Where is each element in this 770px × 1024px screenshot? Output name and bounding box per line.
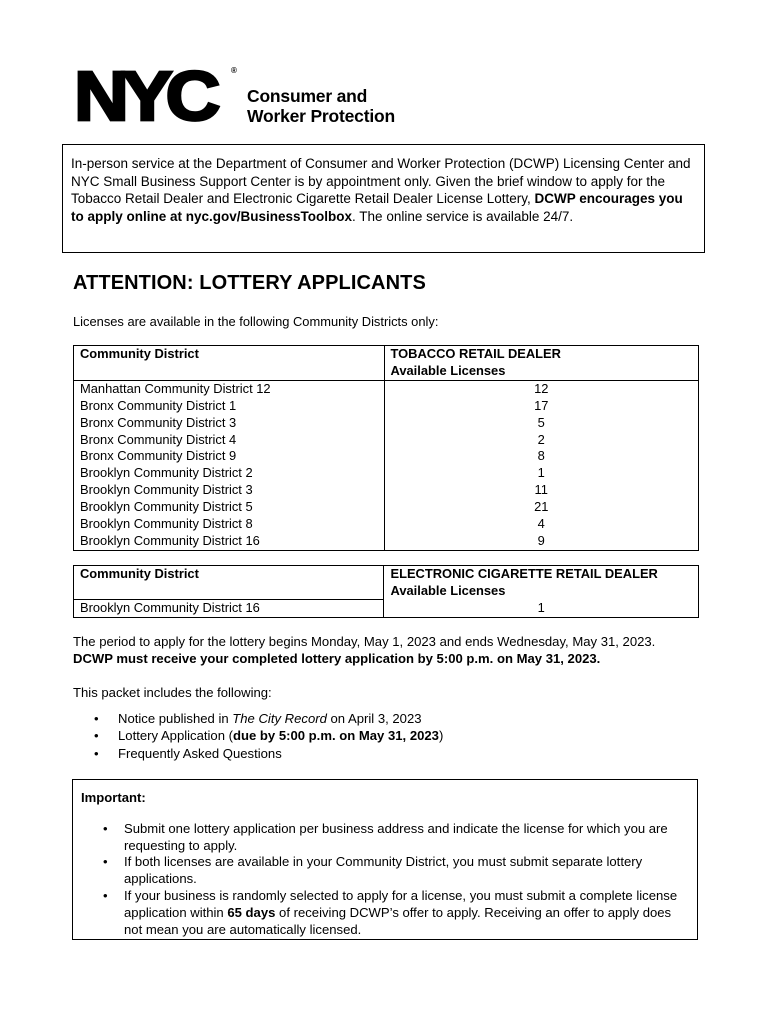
license-count: 2 bbox=[537, 431, 545, 447]
column-header-ecig: ELECTRONIC CIGARETTE RETAIL DEALER Available Licenses bbox=[384, 566, 699, 600]
license-count: 1 bbox=[537, 599, 545, 615]
district-list-cell bbox=[74, 380, 385, 550]
license-count: 1 bbox=[537, 465, 545, 481]
packet-contents-list bbox=[94, 710, 443, 762]
district-name: Brooklyn Community District 2 bbox=[80, 465, 253, 481]
table-header-row bbox=[74, 346, 699, 381]
district-name: Brooklyn Community District 16 bbox=[80, 600, 260, 616]
tobacco-licenses-table bbox=[73, 345, 699, 551]
license-count: 4 bbox=[537, 516, 545, 532]
list-item: • Notice published in The City Record on April 3, 2023 bbox=[94, 710, 443, 727]
district-list-cell bbox=[74, 600, 384, 618]
lottery-period bbox=[73, 633, 655, 667]
important-list bbox=[81, 821, 689, 939]
district-name: Bronx Community District 1 bbox=[80, 397, 237, 413]
period-dates: The period to apply for the lottery begins Monday, May 1, 2023 and ends Wednesday, May 31, 2023. bbox=[73, 634, 656, 649]
district-name: Bronx Community District 3 bbox=[80, 414, 237, 430]
license-count: 5 bbox=[537, 414, 545, 430]
page-title: ATTENTION: LOTTERY APPLICANTS bbox=[73, 272, 426, 294]
list-item: • Submit one lottery application per business address and indicate the license for which you are requesting to apply. bbox=[103, 821, 689, 855]
table-body-row bbox=[74, 600, 699, 618]
district-name: Brooklyn Community District 8 bbox=[80, 516, 253, 532]
table-header-row bbox=[74, 566, 699, 600]
district-name: Brooklyn Community District 16 bbox=[80, 532, 260, 548]
district-name: Brooklyn Community District 3 bbox=[80, 482, 253, 498]
district-name: Bronx Community District 9 bbox=[80, 448, 237, 464]
notice-online-emphasis: DCWP encourages you to apply online at nyc.gov/BusinessToolbox bbox=[71, 191, 683, 225]
registered-mark-icon: ® bbox=[231, 66, 237, 75]
agency-name: Consumer and Worker Protection bbox=[247, 86, 395, 126]
districts-intro: Licenses are available in the following Community Districts only: bbox=[73, 314, 439, 329]
district-name: Bronx Community District 4 bbox=[80, 431, 237, 447]
list-item: • If your business is randomly selected to apply for a license, you must submit a complete license application within 65 days of receiving DCWP’s offer to apply. Receiving an offer to apply does not mean you are automatically licensed. bbox=[103, 888, 689, 938]
important-title: Important: bbox=[81, 790, 146, 805]
notice-text: In-person service at the Department of Consumer and Worker Protection (DCWP) Licensing Center and NYC Small Business Support Center is by appointment only. Given the brief window to apply for the Tobacco Retail Dealer and Electronic Cigarette Retail Dealer License Lottery, bbox=[71, 156, 691, 207]
license-count: 21 bbox=[534, 499, 549, 515]
packet-intro: This packet includes the following: bbox=[73, 685, 272, 700]
license-count: 11 bbox=[534, 482, 548, 498]
license-count: 8 bbox=[537, 448, 545, 464]
district-name: Manhattan Community District 12 bbox=[80, 380, 271, 396]
list-item: • If both licenses are available in your Community District, you must submit separate lottery applications. bbox=[103, 854, 689, 888]
count-list-cell bbox=[384, 380, 699, 550]
notice-tail: . The online service is available 24/7. bbox=[352, 209, 574, 225]
period-deadline: DCWP must receive your completed lottery application by 5:00 p.m. on May 31, 2023. bbox=[73, 651, 601, 666]
license-count: 9 bbox=[537, 532, 545, 548]
appointment-notice-box bbox=[62, 144, 705, 253]
column-header-district: Community District bbox=[74, 566, 384, 600]
important-box bbox=[72, 779, 698, 940]
list-item: • Lottery Application (due by 5:00 p.m. on May 31, 2023) bbox=[94, 727, 443, 744]
license-count: 17 bbox=[534, 397, 549, 413]
nyc-dcwp-logo bbox=[74, 57, 395, 136]
column-header-tobacco: TOBACCO RETAIL DEALER Available Licenses bbox=[384, 346, 699, 381]
district-name: Brooklyn Community District 5 bbox=[80, 499, 253, 515]
nyc-logo-mark: NYC bbox=[74, 57, 214, 136]
column-header-district: Community District bbox=[74, 346, 385, 381]
license-count: 12 bbox=[534, 380, 549, 396]
count-list-cell bbox=[384, 600, 699, 618]
table-body-row bbox=[74, 380, 699, 550]
ecig-licenses-table bbox=[73, 565, 699, 618]
list-item: • Frequently Asked Questions bbox=[94, 745, 443, 762]
